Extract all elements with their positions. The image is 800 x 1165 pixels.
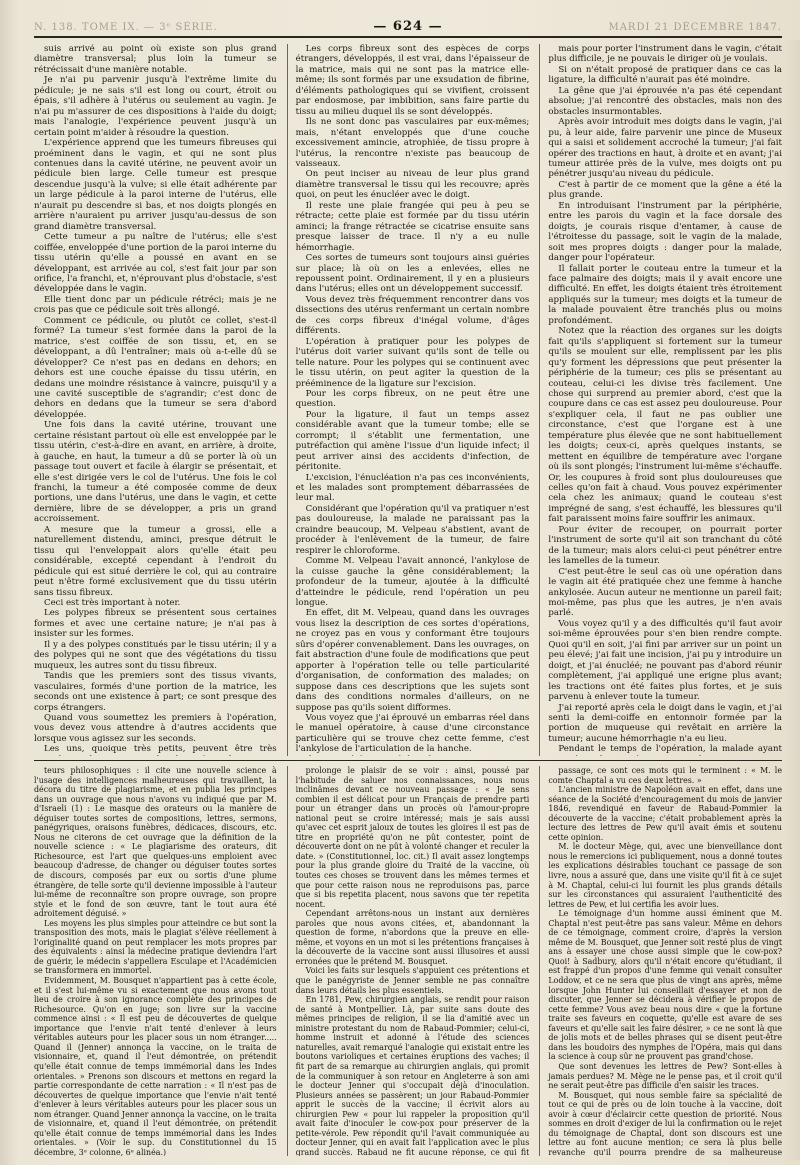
paragraph: Vous voyez que j'ai éprouvé un embarras réel dans le manuel opératoire, à cause d'une circonstance particulière qui se trouve chez cette femme, c'est l'ankylose de l'articulation de la hanche.: [295, 713, 530, 755]
header-date: MARDI 21 DÉCEMBRE 1847.: [608, 22, 782, 33]
paragraph: C'est à partir de ce moment que la gêne a été la plus grande.: [548, 179, 782, 201]
lower-column-3-text: [548, 766, 782, 1156]
paragraph: Les uns, quoique très petits, peuvent être très: [44, 744, 277, 755]
paragraph: Cependant arrêtons-nous un instant aux dernières paroles que nous avons citées, et, abandonnant la question de forme, n'abordons que la preuve en elle-même, et voyons en un mot si les prétentions françaises à la découverte de la vaccine sont aussi illusoires et aussi erronées que le prétend M. Bousquet.: [295, 909, 530, 966]
paragraph: Que sont devenues les lettres de Pew? Sont-elles à jamais perdues? M. Mège ne le pense pas, et il croit qu'il ne serait peut-être pas difficile d'en saisir les traces.: [548, 1061, 782, 1091]
feuilleton-lower: [34, 766, 782, 1156]
paragraph: Vous voyez qu'il y a des difficultés qu'il faut avoir soi-même éprouvées pour s'en bien rendre compte. Quoi qu'il en soit, j'ai fini par arriver sur un point un peu élevé; j'ai fait une incision, j'ai pu y introduire un doigt, et j'ai énucléé; ne pouvant pas d'abord réunir complètement, j'ai appliqué une erigne plus avant; les tractions ont été faites plus fortes, et je suis parvenu à enlever toute la tumeur.: [548, 618, 782, 703]
page-header: [34, 14, 782, 38]
upper-column-3: [539, 44, 782, 756]
paragraph: A mesure que la tumeur a grossi, elle a naturellement distendu, aminci, presque détruit le tissu qui l'enveloppait alors qu'elle était peu considérable, excepté cependant à l'endroit du pédicule qui est situé derrière le col, qui au contraire peut n'être formé exclusivement que du tissu utérin sans tissu fibreux.: [34, 524, 277, 598]
paragraph: Ils ne sont donc pas vasculaires par eux-mêmes; mais, n'étant enveloppés que d'une couche excessivement amincie, atrophiée, de tissu propre à l'utérus, la rencontre n'existe pas beaucoup de vaisseaux.: [295, 117, 530, 169]
lower-column-1-text: [34, 766, 277, 1156]
paragraph: En introduisant l'instrument par la périphérie, entre les parois du vagin et la face dorsale des doigts, je courais risque d'entamer, à cause de l'étroitesse du passage, soit le vagin de la malade, soit mes propres doigts : danger pour la malade, danger pour l'opérateur.: [548, 200, 782, 264]
paragraph: C'est peut-être le seul cas où une opération dans le vagin ait été pratiquée chez une femme à hanche ankylosée. Aucun auteur ne mentionne un pareil fait; moi-même, pas plus que les autres, je n'en avais parlé.: [548, 566, 782, 619]
paragraph: On peut inciser au niveau de leur plus grand diamètre transversal le tissu qui les recouvre; après quoi, on peut les énucléer avec le doigt.: [295, 169, 530, 201]
paragraph: L'excision, l'énucléation n'a pas ces inconvénients, et les malades sont promptement débarrassées de leur mal.: [295, 472, 530, 504]
paragraph: Pour éviter de recouper, on pourrait porter l'instrument de sorte qu'il ait son tranchant du côté de la tumeur; mais alors celui-ci peut pénétrer entre les lamelles de la tumeur.: [548, 524, 782, 567]
paragraph: Voici les faits sur lesquels s'appuient ces prétentions et que le panégyriste de Jenner semble ne pas connaître dans leurs détails les plus essentiels.: [295, 966, 530, 995]
lower-column-1: [34, 766, 277, 1156]
paragraph: prolonge le plaisir de se voir : ainsi, poussé par l'habitude de saluer nos connaissances, nous nous inclinâmes devant ce nouveau passage : « Je sens combien il est délicat pour un Français de prendre parti pour un étranger dans un procès où l'amour-propre national peut se croire intéressé; mais je sais aussi qu'avec cet esprit jaloux de toutes les gloires il est pas de titre en propriété qu'on ne pût contester, point de découverte dont on ne pût à volonté changer et reculer la date. » (Constitutionnel, loc. cit.) Il avait assez longtemps pour la plus grande gloire du Traité de la vaccine, où toutes ces choses se trouvent dans les mêmes termes et que pour cette raison nous ne reproduisons pas, parce que si bis repetita placent, nous savons que ter repetita nocent.: [295, 766, 530, 909]
paragraph: Une fois dans la cavité utérine, trouvant une certaine résistant partout où elle est enveloppée par le tissu utérin, c'est-à-dire en avant, en arrière, à droite, à gauche, en haut, la tumeur a dû se porter là où un passage tout ouvert et facile à élargir se présentait, et elle s'est dirigée vers le col de l'utérus. Une fois le col franchi, la tumeur a été composée comme de deux portions, une dans l'utérus, une dans le vagin, et cette dernière, libre de se développer, a pris un grand accroissement.: [34, 420, 277, 525]
upper-column-1: [34, 44, 277, 756]
paragraph: Tandis que les premiers sont des tissus vivants, vasculaires, formés d'une portion de la matrice, les seconds ont une existence à part; ce sont presque des corps étrangers.: [34, 671, 277, 713]
paragraph: L'opération à pratiquer pour les polypes de l'utérus doit varier suivant qu'ils sont de telle ou telle nature. Pour les polypes qui se continuent avec le tissu utérin, on peut agiter la question de la prééminence de la ligature sur l'excision.: [295, 336, 530, 389]
paragraph: Si on n'était proposé de pratiquer dans ce cas la ligature, la difficulté n'aurait pas été moindre.: [548, 64, 782, 86]
paragraph: Le témoignage d'un homme aussi éminent que M. Chaptal n'est peut-être pas sans valeur. Même en dehors de ce témoignage, comment croire, d'après la version même de M. Bousquet, que Jenner soit resté plus de vingt ans à essayer une chose aussi simple que le cow-pox? Quoi! à Sadbury, alors qu'il n'était encore qu'étudiant, il est frappé d'un propos d'une femme qui venait consulter Loddow, et ce ne sera que plus de vingt ans après, même lorsque John Hunter lui conseillait d'essayer et non de discuter, que Jenner se décidera à vérifier le propos de cette femme? Vous avez beau nous dire « que la fortune traite ses faveurs en coquette, qu'elle est avare de ses faveurs et qu'elle sait les faire désirer, » ce ne sont là que de jolis mots et de belles phrases qui se disent peut-être dans les boudoirs des nymphes de l'Opéra, mais qui dans la science à coup sûr ne prouvent pas grand'chose.: [548, 909, 782, 1062]
paragraph: Comment ce pédicule, ou plutôt ce collet, s'est-il formé? La tumeur s'est formée dans la paroi de la matrice, s'est coiffée de son tissu, et, en se développant, a dû l'entraîner; mais où a-t-elle dû se développer? Ce n'est pas en dedans en dehors; en dehors est une couche épaisse du tissu utérin, en dedans une moindre résistance à vaincre, puisqu'il y a une cavité susceptible de s'agrandir; c'est donc de dehors en dedans que la tumeur se sera d'abord développée.: [34, 315, 277, 420]
paragraph: En effet, dit M. Velpeau, quand dans les ouvrages vous lisez la description de ces sortes d'opérations, ne croyez pas en vous y conformant être toujours sûrs d'opérer convenablement. Dans les ouvrages, on fait abstraction d'une foule de modifications que peut apporter à l'opération telle ou telle particularité d'organisation, de conformation des malades; on suppose dans ces descriptions que les sujets sont dans des conditions normales d'ailleurs, on ne suppose pas qu'ils soient difformes.: [295, 608, 530, 713]
paragraph: Ceci est très important à noter.: [44, 598, 181, 609]
paragraph: J'ai reporté après cela le doigt dans le vagin, et j'ai senti la demi-coiffe en entonnoir formée par la portion de muqueuse qui revêtait en arrière la tumeur; aucune hémorrhagie n'a eu lieu.: [548, 702, 782, 744]
lower-column-2: [287, 766, 530, 1156]
paragraph: Vous devez très fréquemment rencontrer dans vos dissections des utérus renfermant un certain nombre de ces corps fibreux d'inégal volume, d'âges différents.: [295, 294, 530, 337]
paragraph: Elle tient donc par un pédicule rétréci; mais je ne crois pas que ce pédicule soit très allongé.: [34, 294, 277, 316]
paragraph: Evidemment, M. Bousquet n'appartient pas à cette école, et il s'est lui-même vu si exactement que nous avons tout lieu de croire à son ignorance complète des principes de Richesource. Qu'on en juge; son livre sur la vaccine commence ainsi : « Il est peu de découvertes de quelque importance que l'envie n'ait tenté d'enlever à leurs véritables auteurs pour les placer sous un nom étranger..... Quand il (Jenner) annonça la vaccine, on le traita de visionnaire, et, quand il l'eut démontrée, on prétendit qu'elle était connue de temps immémorial dans les Indes orientales. » Prenons son discours et mettons en regard la partie correspondante de cette narration : « Il n'est pas de découvertes de quelque importance que l'envie n'ait tenté d'enlever à leurs véritables auteurs pour les placer sous un nom étranger. Quand Jenner annonça la vaccine, on le traita de visionnaire, et, quand il l'eut démontrée, on prétendit qu'elle était connue de temps immémorial dans les Indes orientales. » (Voir le sup. du Constitutionnel du 15 décembre, 3ᵉ colonne, 6ᵉ alinéa.): [34, 976, 277, 1156]
paragraph: En 1781, Pew, chirurgien anglais, se rendit pour raison de santé à Montpellier. Là, par suite sans doute des mêmes principes de religion, il se lia d'amitié avec un ministre protestant du nom de Rabaud-Pommier; celui-ci, homme instruit et adonné à l'étude des sciences naturelles, avait remarqué l'analogie qui existait entre les boutons varioliques et certaines éruptions des vaches; il fit part de sa remarque au chirurgien anglais, qui promit de la communiquer à son retour en Angleterre à son ami le docteur Jenner qui s'occupait déjà d'inoculation. Plusieurs années se passèrent; un jour Rabaud-Pommier apprit le succès de la vaccine; il écrivit alors au chirurgien Pew « pour lui rappeler la proposition qu'il avait faite d'inoculer le cow-pox pour préserver de la petite-vérole. Pew répondit qu'il l'avait communiquée au docteur Jenner, qui en avait fait l'application avec le plus grand succès. Rabaud ne fit aucune réponse, ce qui fit: [295, 995, 530, 1156]
paragraph: Après avoir introduit mes doigts dans le vagin, j'ai pu, à leur aide, faire parvenir une pince de Museux qui a saisi et solidement accroché la tumeur; j'ai fait opérer des tractions en haut, à droite et en avant; j'ai tumeur attirée près de la vulve, mes doigts ont pu pénétrer jusqu'au niveau du pédicule.: [548, 117, 782, 180]
paragraph: Il fallait porter le couteau entre la tumeur et la face palmaire des doigts; mais il y avait encore une difficulté. En effet, les doigts étaient très étroitement appliqués sur la tumeur; mes doigts et la tumeur de la malade pouvaient être tranchés plus ou moins profondément.: [548, 263, 782, 326]
paragraph: Les moyens les plus simples pour atteindre ce but sont la transposition des mots, mais le plagiat s'élève réellement à l'originalité quand on peut remplacer les mots propres par des équivalents : ainsi la médecine pratique deviendra l'art de guérir, le médecin s'appellera Esculape et l'Académicien se transformera en immortel.: [34, 918, 277, 976]
paragraph: Pour les corps fibreux, on ne peut être une question.: [295, 388, 530, 410]
paragraph: Il reste une plaie frangée qui peu à peu se rétracte; cette plaie est formée par du tissu utérin aminci; la frange rétractée se cicatrise ensuite sans presque laisser de trace. Il n'y a eu nulle hémorrhagie.: [295, 200, 530, 253]
paragraph: L'expérience apprend que les tumeurs fibreuses qui proéminent dans le vagin, et qui ne sont plus contenues dans la cavité utérine, ne peuvent avoir un pédicule bien large. Celle tumeur est presque descendue jusqu'à la vulve; si elle était adhérente par un large pédicule à la paroi interne de l'utérus, elle n'aurait pu descendre si bas, et nos doigts plongés en arrière n'auraient pu arriver jusqu'au-dessus de son grand diamètre transversal.: [34, 138, 277, 232]
paragraph: Considérant que l'opération qu'il va pratiquer n'est pas douloureuse, la malade ne paraissant pas la craindre beaucoup, M. Velpeau s'abstient, avant de procéder à l'enlèvement de la tumeur, de faire respirer le chloroforme.: [295, 503, 530, 556]
paragraph: M. le docteur Mège, qui, avec une bienveillance dont nous le remercions ici publiquement, nous a donné toutes les explications désirables touchant ce passage de son livre, nous a assuré que, dans une visite qu'il fit à ce sujet à M. Chaptal, celui-ci lui fournit les plus grands détails sur les circonstances qui assuraient l'authenticité des lettres de Pew, et lui certifia les avoir lues.: [548, 842, 782, 909]
paragraph: mais pour porter l'instrument dans le vagin, c'était plus difficile, je ne pouvais le diriger où je voulais.: [548, 44, 782, 65]
page-edge-shadow: [786, 40, 800, 1160]
paragraph: passage, ce sont ces mots qui le terminent : « M. le comte Chaptal a vu ces deux lettres. »: [548, 766, 782, 785]
paragraph: La gêne que j'ai éprouvée n'a pas été cependant absolue; j'ai rencontré des obstacles, mais non des obstacles insurmontables.: [548, 85, 782, 117]
paragraph: Pour la ligature, il faut un temps assez considérable avant que la tumeur tombe; elle se corrompt; il s'établit une fermentation, une putréfaction qui amène l'issue d'un liquide infect; il peut arriver ainsi des accidents d'infection, de péritonite.: [295, 409, 530, 473]
article-upper: [34, 44, 782, 756]
paragraph: Ces sortes de tumeurs sont toujours ainsi guéries sur place; là où on les a enlevées, elles ne repoussent point. Ordinairement, il y en a plusieurs dans l'utérus; elles ont un développement successif.: [295, 253, 530, 295]
header-volume: N. 138. TOME IX. — 3ᵉ SÉRIE.: [34, 22, 218, 33]
lower-column-3: [539, 766, 782, 1156]
paragraph: [296, 755, 530, 756]
paragraph: L'ancien ministre de Napoléon avait en effet, dans une séance de la Société d'encouragement du mois de janvier 1846, revendiqué en faveur de Rabaud-Pommier la découverte de la vaccine; c'était probablement après la lecture des lettres de Pew qu'il avait émis et soutenu cette opinion.: [548, 785, 782, 842]
upper-column-2: [287, 44, 530, 756]
paragraph: suis arrivé au point où existe son plus grand diamètre transversal; plus loin la tumeur se rétrécissait d'une manière notable.: [34, 44, 277, 75]
paragraph: Pendant le temps de l'opération, la malade ayant: [558, 744, 782, 755]
paragraph: M. Bousquet, qui nous semble faire sa spécialité de tout ce qui de près ou de loin touche à la vaccine, doit avoir à cœur d'éclaircir cette question de priorité. Nous sommes en droit d'exiger de lui la confirmation ou le rejet du témoignage de Chaptal, dont son discours est une lettre au font aucune mention; ce sera là plus belle revanche qu'il pourra prendre de sa malheureuse: [548, 1090, 782, 1156]
paragraph: teurs philosophiques : il cite une nouvelle science à l'usage des intelligences malheureuses qui travaillent, la décora du titre de plagiarisme, et en publia les principes dans un ouvrage que nous n'avons vu indiqué que par M. d'Israeli (1) : Le masque des orateurs ou la manière de déguiser toutes sortes de compositions, lettres, sermons, panégyriques, oraisons funèbres, dédicaces, discours, etc. Nous ne citerons de cet ouvrage que la définition de la nouvelle science : « Le plagiarisme des orateurs, dit Richesource, est l'art que quelques-uns emploient avec beaucoup d'adresse, de changer ou déguiser toutes sortes de discours, composés par eux ou sortis d'une plume étrangère, de telle sorte qu'il devienne impossible à l'auteur lui-même de reconnaître son propre ouvrage, son propre style et le fond de son œuvre, tant le tout aura été adroitement déguisé. »: [34, 766, 277, 919]
paragraph: Les corps fibreux sont des espèces de corps étrangers, développés, il est vrai, dans l'épaisseur de la matrice, mais qui ne sont pas la matrice elle-même; ils sont formés par une exsudation de fibrine, d'éléments pathologiques qui se vivifient, croissent par endosmose, par imbibition, sans faire partie du tissu au milieu duquel ils se sont développés.: [295, 44, 530, 117]
paragraph: Les polypes fibreux se présentent sous certaines formes et avec une certaine nature; je n'ai pas à insister sur les formes.: [34, 608, 277, 640]
paragraph: Comme M. Velpeau l'avait annoncé, l'ankylose de la cuisse gauche la gêne considérablement; la profondeur de la tumeur, ajoutée à la difficulté d'atteindre le pédicule, rend l'opération un peu longue.: [295, 556, 530, 609]
page-number: — 624 —: [373, 19, 443, 34]
paragraph: Cette tumeur a pu naître de l'utérus; elle s'est coiffée, enveloppée d'une portion de la paroi interne du tissu utérin qu'elle a poussé en avant en se développant, est arrivée au col, s'est fait jour par son orifice, l'a franchi, et, n'éprouvant plus d'obstacle, s'est développée dans le vagin.: [34, 232, 277, 295]
section-divider: [34, 760, 782, 761]
paragraph: Il y a des polypes constitués par le tissu utérin; il y a des polypes qui ne sont que des végétations du tissu muqueux, les autres sont du tissu fibreux.: [34, 639, 277, 671]
paragraph: Notez que la réaction des organes sur les doigts fait qu'ils s'appliquent si fortement sur la tumeur qu'ils se moulent sur elle, remplissent par les plis qu'y forment les dépressions que peut présenter la périphérie de la tumeur; ces plis se présentant au couteau, celui-ci les divise très facilement. Une chose qui surprend au premier abord, c'est que la coupure dans ce cas est assez peu douloureuse. Pour s'expliquer cela, il faut ne pas oublier une circonstance, c'est que l'organe est à une température plus élevée que ne sont habituellement les doigts; ceux-ci, après quelques instants, se mettent en équilibre de température avec l'organe où ils sont plongés; l'instrument lui-même s'échauffe. Or, les coupures à froid sont plus douloureuses que celles qu'on fait à chaud. Vous pouvez expérimenter cela chez les animaux; quand le couteau s'est imprégné de sang, s'est échauffé, les blessures qu'il fait paraissent moins faire souffrir les animaux.: [548, 326, 782, 525]
paragraph: Je n'ai pu parvenir jusqu'à l'extrême limite du pédicule; je ne sais s'il est long ou court, étroit ou épais, s'il adhère à l'utérus ou seulement au vagin. Je n'ai pu m'assurer de ces dispositions à l'aide du doigt; mais l'analogie, l'expérience peuvent jusqu'à un certain point m'aider à résoudre la question.: [34, 75, 277, 138]
paragraph: Quand vous soumettez les premiers à l'opération, vous devez vous attendre à d'autres accidents que lorsque vous agissez sur les seconds.: [34, 713, 277, 744]
